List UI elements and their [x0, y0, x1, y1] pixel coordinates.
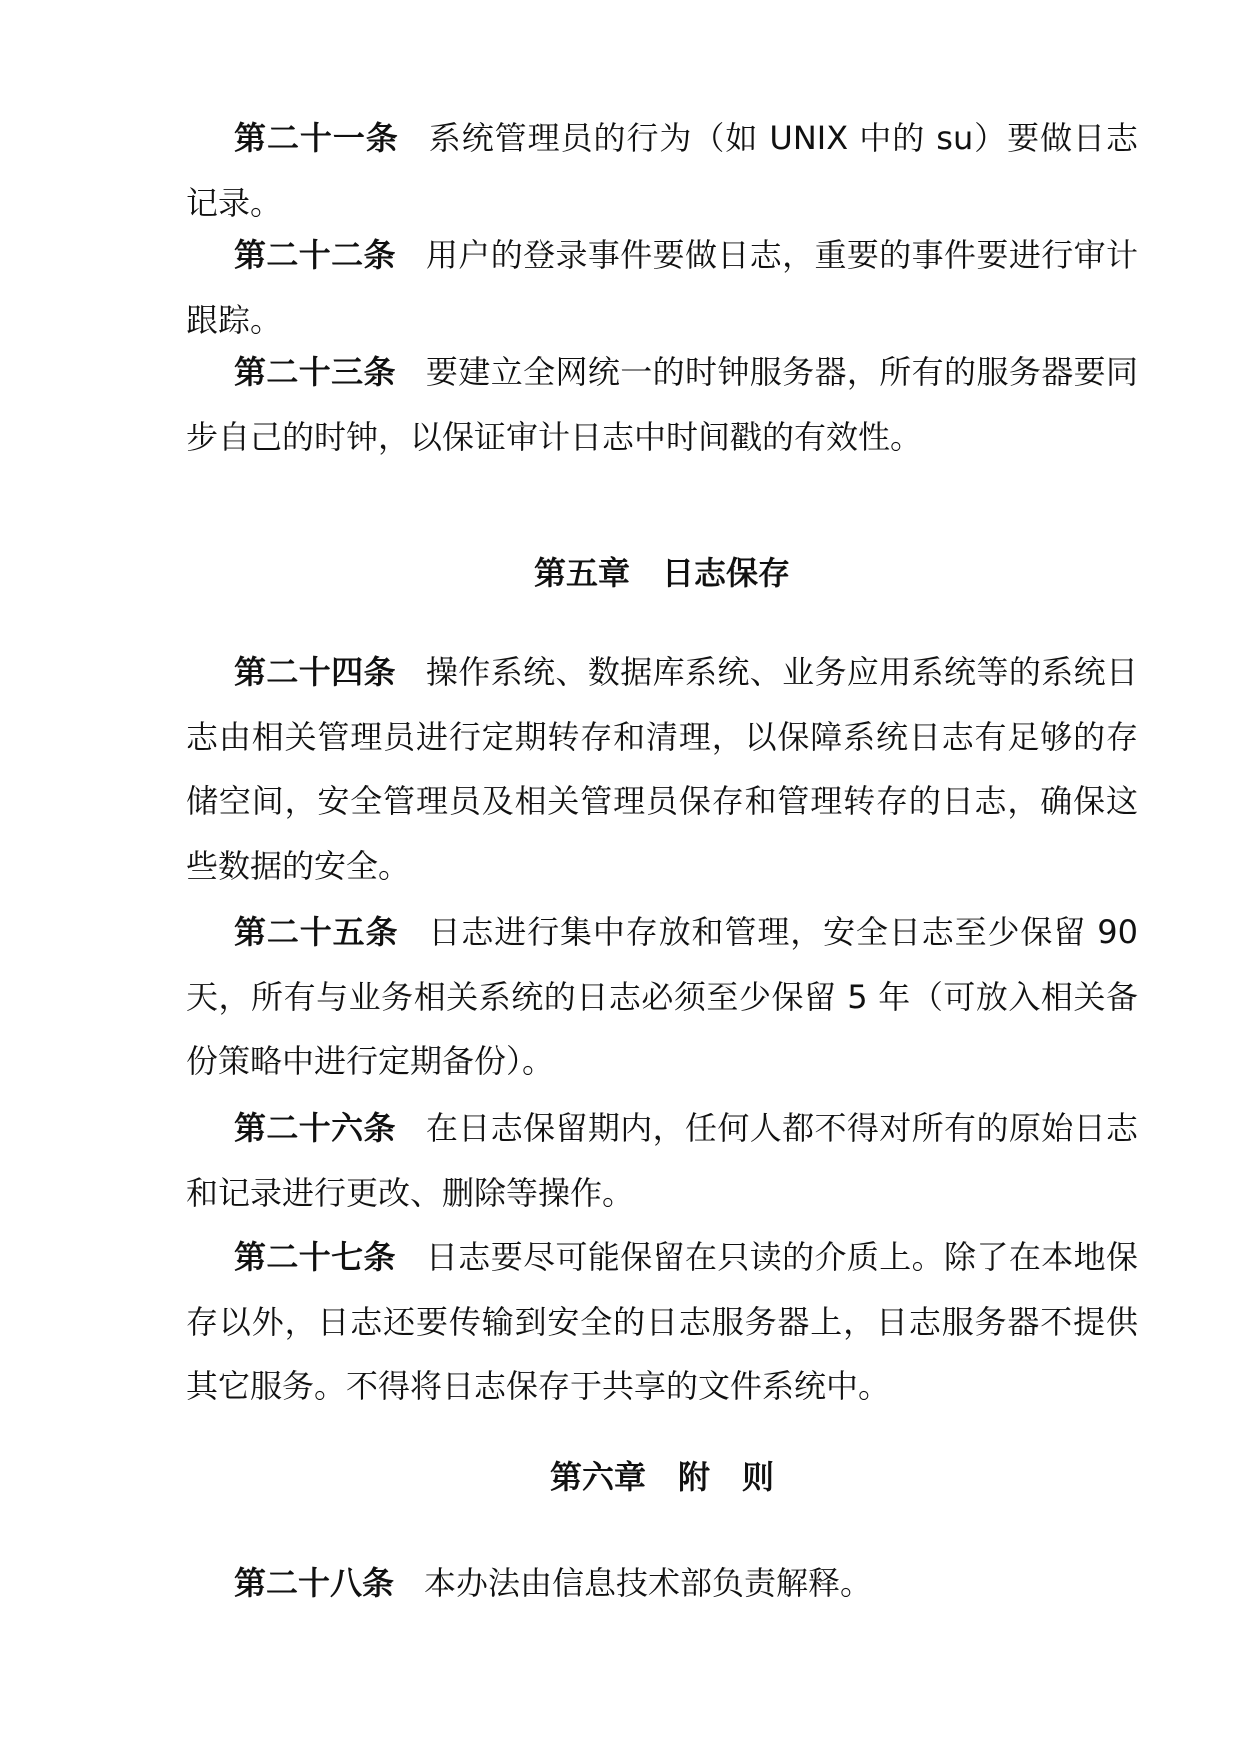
article-title: 第二十一条: [234, 119, 399, 157]
article-22: [186, 223, 1138, 352]
article-26: [186, 1096, 1138, 1225]
article-title: 第二十四条: [234, 653, 396, 691]
chapter-5-heading: 第五章 日志保存: [533, 554, 790, 592]
article-21: [186, 106, 1138, 235]
article-title: 第二十五条: [234, 913, 399, 951]
article-title: 第二十八条: [234, 1564, 395, 1602]
article-body: 日志进行集中存放和管理，安全日志至少保留 90 天，所有与业务相关系统的日志必须至少保留 5 年（可放入相关备份策略中进行定期备份）。: [186, 913, 1138, 1080]
article-body: 在日志保留期内，任何人都不得对所有的原始日志和记录进行更改、删除等操作。: [186, 1109, 1138, 1212]
article-title: 第二十二条: [234, 236, 396, 274]
article-27: [186, 1225, 1138, 1419]
article-title: 第二十三条: [234, 353, 396, 391]
article-23: [186, 340, 1138, 469]
article-body: 操作系统、数据库系统、业务应用系统等的系统日志由相关管理员进行定期转存和清理，以保障系统日志有足够的存储空间，安全管理员及相关管理员保存和管理转存的日志，确保这些数据的安全。: [186, 653, 1138, 885]
article-title: 第二十七条: [234, 1238, 396, 1276]
article-body: 要建立全网统一的时钟服务器，所有的服务器要同步自己的时钟，以保证审计日志中时间戳的有效性。: [186, 353, 1138, 456]
chapter-6-heading: 第六章 附 则: [549, 1458, 774, 1496]
article-body: 用户的登录事件要做日志，重要的事件要进行审计跟踪。: [186, 236, 1138, 339]
article-body: 本办法由信息技术部负责解释。: [424, 1564, 873, 1602]
article-25: [186, 900, 1138, 1094]
article-body: 日志要尽可能保留在只读的介质上。除了在本地保存以外，日志还要传输到安全的日志服务器上，日志服务器不提供其它服务。不得将日志保存于共享的文件系统中。: [186, 1238, 1138, 1405]
article-24: [186, 640, 1138, 898]
article-body: 系统管理员的行为（如 UNIX 中的 su）要做日志记录。: [186, 119, 1138, 222]
article-title: 第二十六条: [234, 1109, 396, 1147]
article-28: [186, 1551, 1138, 1616]
